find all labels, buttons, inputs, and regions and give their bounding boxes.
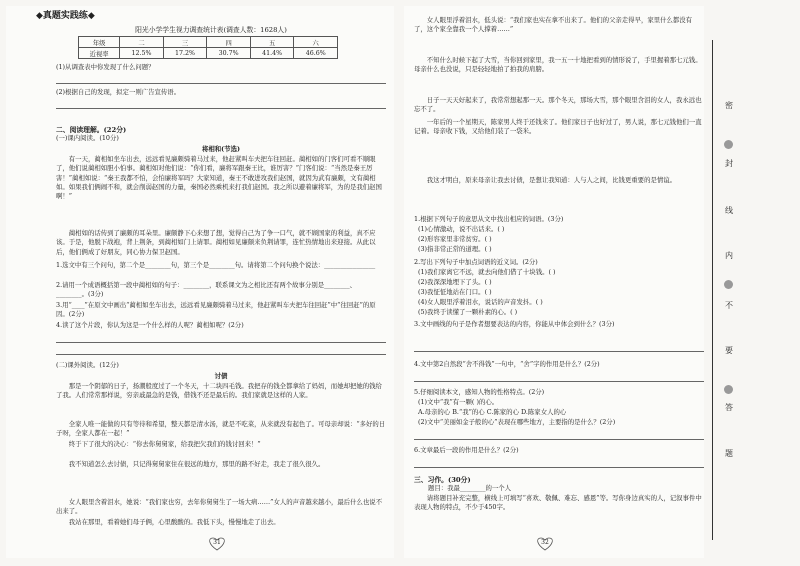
answer-line[interactable] [56,99,386,109]
page-number-text: 31 [213,539,221,546]
right-q5c: (2)文中“美丽如金子般的心”表现在哪些地方，主要指的是什么？(2分) [418,418,616,426]
part2-label: (二)课外阅读。(12分) [56,361,119,369]
table-row [79,48,338,59]
binding-char: 要 [725,346,733,355]
part1-q3: 3.用“____”在原文中画出“蔺相如坐车出去，远远看见廉颇骑着马过来，他赶紧叫车夫把车往回赶”中“往回赶”的原因。(2分) [56,301,376,319]
part2-para4: 我不知道怎么去讨债，只记得舅舅家住在很远的地方，那里的路不好走，我走了很久很久。 [68,460,325,468]
table-cell: 17.2% [163,48,207,59]
binding-char: 封 [725,159,733,168]
right-q2d: (4)女人眼里浮着泪水，说话的声音发抖。( ) [418,298,543,306]
part1-para2: 蔺相如的话传到了廉颇的耳朵里。廉颇静下心来想了想，觉得自己为了争一口气，就不顾国家的利益，真不应该。于是，他脱下战袍，背上荆条，到蔺相如门上请罪。蔺相如见廉颇来负荆请罪，连忙热情地出来迎接。从此以后，他们俩成了好朋友，同心协力保卫赵国。 [56,229,376,256]
table-cell: 41.4% [250,48,294,59]
binding-line [712,40,743,540]
right-q4: 4.文中第2自然段“舍不得钱”一句中，“舍”字的作用是什么？(2分) [414,360,600,368]
right-q5b: A.母亲的心 B.“我”的心 C.陈家的心 D.陈家女人的心 [418,408,567,416]
page-number-text: 32 [541,539,549,546]
right-para3: 日子一天天好起来了，我常常想起那一天。那个冬天，那场大雪，那个眼里含泪的女人，我永远也忘不了。 [414,96,702,114]
part2-para2: 全家人唯一能做的只有等待和希望，整天都是清水汤，就是不吃菜，从来就没有起色了。可母亲却说：“多好的日子呀，全家人都在一起！” [56,420,386,438]
right-q6: 6.文章最后一段的作用是什么？(2分) [414,446,519,454]
part2-para6: 我站在那里，看着她们母子俩，心里酸酸的。我低下头，慢慢地走了出去。 [68,518,280,526]
survey-q1: (1)从调查表中你发现了什么问题？ [56,63,155,71]
table-cell: 六 [294,37,338,48]
composition-title: 三、习作。(30分) [414,476,471,484]
right-q2c: (3)我怔怔地站在门口。( ) [418,288,492,296]
answer-line[interactable] [414,372,704,382]
right-para2: 不知什么时候下起了大雪，当你回到家里，我一五一十地把看到的情形说了，手里握着那七元钱。母亲什么也没说，只是轻轻地拍了拍我的肩膀。 [414,56,702,74]
table-cell: 46.6% [294,48,338,59]
survey-title: 阳光小学学生视力调查统计表(调查人数：1628人) [135,26,287,34]
table-cell: 五 [250,37,294,48]
binding-char: 题 [725,449,733,458]
part1-q4: 4.读了这个片段，你认为这是一个什么样的人呢？蔺相如呢？(2分) [56,321,244,329]
answer-line[interactable] [414,458,704,468]
answer-line[interactable] [56,333,386,343]
binding-char: 线 [725,206,733,215]
right-para5: 我这才明白，原来母亲让我去讨债，是想让我知道：人与人之间，比钱更重要的是情谊。 [426,176,677,184]
right-q2: 2.写出下列句子中加点词语的近义词。(2分) [414,258,538,266]
section-header: ◆真题实践练◆ [36,11,95,21]
page-number [206,536,228,550]
answer-line[interactable] [414,430,704,440]
right-q5: 5.仔细阅读本文，感知人物的性格特点。(2分) [414,388,545,396]
part1-q1: 1.选文中有三个问句，第二个是________句，第三个是________句。请将第二个问句换个说法：________________ [56,261,376,269]
binding-char: 答 [725,403,733,412]
binding-dot [724,385,733,394]
left-page [6,6,394,558]
table-cell: 四 [207,37,251,48]
survey-q2: (2)根据自己的发现，拟定一则广告宣传语。 [56,88,181,96]
table-cell: 近视率 [79,48,120,59]
right-q5a: (1)文中“我”有一颗( )的心。 [418,398,499,406]
binding-char: 密 [725,101,733,110]
binding-char: 内 [725,251,733,260]
right-page [404,6,704,558]
page-number [534,536,556,550]
part1-title: 将相和(节选) [201,145,240,153]
table-cell: 二 [120,37,164,48]
table-header-row [79,37,338,48]
part2-title: 讨债 [214,372,228,380]
right-q1a: (1)心情激动，说不出话来。( ) [418,225,505,233]
right-para1: 女人眼里浮着泪水，低头说：“我们家也实在拿不出来了。他们的父亲走得早，家里什么都没有了，这个家全靠我一个人撑着……” [414,16,693,34]
right-q3: 3.文中画线的句子是作者想要表达的内容，你能从中体会到什么？(3分) [414,320,615,328]
right-q1: 1.根据下列句子的意思从文中找出相应的词语。(3分) [414,215,564,223]
part1-q2: 2.请用一个成语概括第一段中蔺相如的句子：________，联系课文为之相比还有两个故事分别是________、________。(3分) [56,281,357,299]
composition-requirements: 请将题目补充完整，横线上可填写“喜欢、敬佩、难忘、感恩”等。写你身边真实的人，记叙事件中表现人物的特点，不少于450字。 [414,494,702,512]
right-q2b: (2)我深深地埋下了头。( ) [418,278,492,286]
binding-char: 不 [725,301,733,310]
right-q1b: (2)形容家里非常贫穷。( ) [418,235,492,243]
reading-section-title: 二、阅读理解。(22分) [56,126,127,134]
right-q2e: (5)我终于读懂了一颗朴素的心。( ) [418,308,518,316]
binding-dot [724,140,733,149]
part1-para1: 有一天，蔺相如坐车出去，远远看见廉颇骑着马过来，他赶紧叫车夫把车往回赶。蔺相如的门客们可看不顺眼了，他们说蔺相如胆小怕事。蔺相如对他们说：“你们看，廉将军跟秦王比，谁厉害？”门客们说：“当然是秦王厉害！”蔺相如说：“秦王我都不怕，会怕廉将军吗？大家知道，秦王不敢进攻我们赵国，就因为武有廉颇，文有蔺相如。如果我们俩闹不和，就会削弱赵国的力量，秦国必然乘机来打我们赵国。我之所以避着廉将军，为的是我们赵国啊！” [56,155,382,201]
table-cell: 12.5% [120,48,164,59]
survey-table [78,36,338,59]
table-cell: 30.7% [207,48,251,59]
answer-line[interactable] [56,74,386,84]
part1-label: (一)课内阅读。(10分) [56,134,119,142]
part2-para1: 那是一个阴郁的日子，扬潮般度过了一个冬天，十二块四毛钱。我把存的钱全都拿给了妈妈，而她却把她的钱给了我。人们常常那样说，穷亲戚最急的是钱，借钱不还是最后的。我们家就是这样的人家。 [56,382,382,400]
part2-para5: 女人眼里含着泪水，她说：“我们家也穷，去年你舅舅生了一场大病……”女人的声音越来越小，最后什么也说不出来了。 [56,498,383,516]
right-q1c: (3)指非常正常的道理。( ) [418,245,492,253]
right-para4: 一年后的一个星期天，陈家男人终于还钱来了。他们家日子也好过了，男人说，那七元钱他们一直记着。母亲收下钱，又给他们装了一袋米。 [414,118,702,136]
answer-line[interactable] [414,342,704,352]
right-q2a: (1)我们家离它不远，就去向他们借了十块钱。( ) [418,268,556,276]
composition-topic: 题目：我最________的一个人 [428,484,512,492]
table-cell: 三 [163,37,207,48]
table-cell: 年级 [79,37,120,48]
binding-dot [724,280,733,289]
answer-line[interactable] [56,345,386,355]
part2-para3: 终于下了很大的决心：“你去你舅舅家，给我把欠我们的钱讨回来！” [68,440,261,448]
